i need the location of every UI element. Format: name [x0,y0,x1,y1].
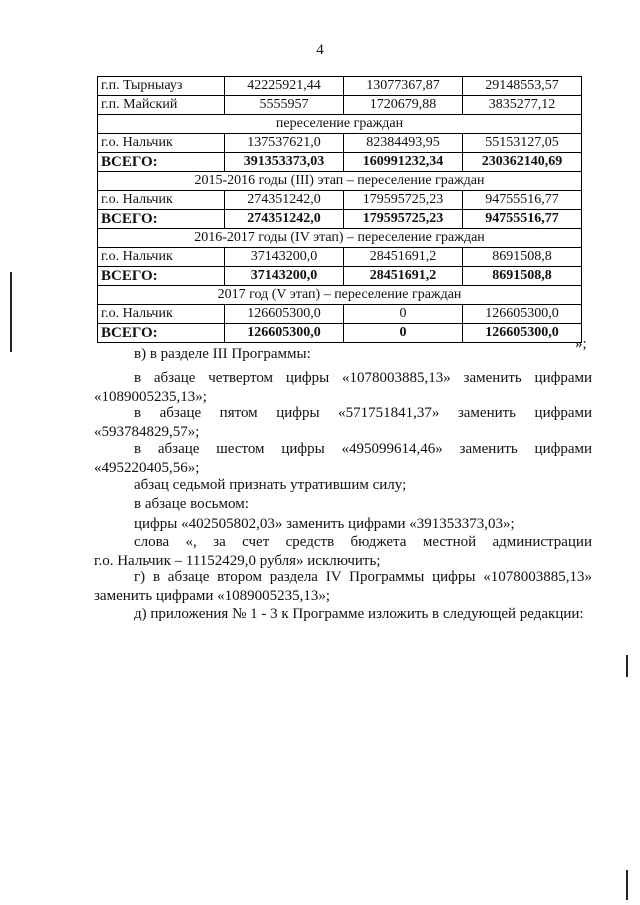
amount-cell: 13077367,87 [344,77,463,96]
amount-cell: 37143200,0 [225,267,344,286]
amount-cell: 179595725,23 [344,191,463,210]
paragraph-abzac-5-line-1: в абзаце пятом цифры «571751841,37» заменить цифрами [134,405,592,421]
amount-cell: 82384493,95 [344,134,463,153]
amount-cell: 29148553,57 [463,77,582,96]
amount-cell: 126605300,0 [225,305,344,324]
amount-cell: 230362140,69 [463,153,582,172]
left-edge-mark [10,272,12,352]
paragraph-abzac-6-line-1: в абзаце шестом цифры «495099614,46» заменить цифрами [134,441,592,457]
amount-cell: 274351242,0 [225,191,344,210]
amount-cell: 8691508,8 [463,267,582,286]
paragraph-section-3: в) в разделе III Программы: [134,346,311,362]
table-row [98,248,582,267]
amount-cell: 0 [344,324,463,343]
amount-cell: 94755516,77 [463,210,582,229]
table-section-row [98,286,582,305]
table-total-row [98,210,582,229]
amount-cell: 126605300,0 [463,324,582,343]
paragraph-abzac-4-line-1: в абзаце четвертом цифры «1078003885,13» заменить цифрами [134,370,592,386]
closing-quote: »; [575,336,587,352]
funding-table [97,76,582,343]
table-row [98,134,582,153]
amount-cell: 8691508,8 [463,248,582,267]
page-number: 4 [316,42,324,58]
paragraph-words-line-2: г.о. Нальчик – 11152429,0 рубля» исключить; [94,553,381,569]
funding-table-body [98,77,582,343]
section-heading-cell: 2015-2016 годы (III) этап – переселение граждан [98,172,582,191]
amount-cell: 1720679,88 [344,96,463,115]
table-row [98,96,582,115]
table-row [98,77,582,96]
amount-cell: 126605300,0 [225,324,344,343]
amount-cell: 391353373,03 [225,153,344,172]
amount-cell: 28451691,2 [344,248,463,267]
amount-cell: 42225921,44 [225,77,344,96]
amount-cell: 28451691,2 [344,267,463,286]
table-total-row [98,153,582,172]
table-section-row [98,115,582,134]
table-row [98,191,582,210]
amount-cell: 160991232,34 [344,153,463,172]
amount-cell: 37143200,0 [225,248,344,267]
municipality-cell: г.о. Нальчик [98,191,225,210]
paragraph-abzac-4-line-2: «1089005235,13»; [94,389,207,405]
paragraph-abzac-8-digits: цифры «402505802,03» заменить цифрами «391353373,03»; [134,516,515,532]
paragraph-words-line-1: слова «, за счет средств бюджета местной администрации [134,534,592,550]
paragraph-section-4-line-1: г) в абзаце втором раздела IV Программы цифры «1078003885,13» [134,569,592,585]
table-total-row [98,324,582,343]
section-heading-cell: 2017 год (V этап) – переселение граждан [98,286,582,305]
municipality-cell: г.о. Нальчик [98,305,225,324]
right-edge-mark [626,655,628,677]
municipality-cell: г.о. Нальчик [98,134,225,153]
municipality-cell: ВСЕГО: [98,267,225,286]
amount-cell: 55153127,05 [463,134,582,153]
municipality-cell: г.п. Майский [98,96,225,115]
amount-cell: 3835277,12 [463,96,582,115]
amount-cell: 126605300,0 [463,305,582,324]
amount-cell: 94755516,77 [463,191,582,210]
paragraph-appendices: д) приложения № 1 - 3 к Программе изложить в следующей редакции: [134,606,584,622]
amount-cell: 5555957 [225,96,344,115]
municipality-cell: г.о. Нальчик [98,248,225,267]
amount-cell: 137537621,0 [225,134,344,153]
paragraph-section-4-line-2: заменить цифрами «1089005235,13»; [94,588,331,604]
section-heading-cell: 2016-2017 годы (IV этап) – переселение граждан [98,229,582,248]
paragraph-abzac-6-line-2: «495220405,56»; [94,460,200,476]
table-total-row [98,267,582,286]
section-heading-cell: переселение граждан [98,115,582,134]
amount-cell: 0 [344,305,463,324]
table-row [98,305,582,324]
table-section-row [98,172,582,191]
amount-cell: 274351242,0 [225,210,344,229]
municipality-cell: ВСЕГО: [98,324,225,343]
paragraph-abzac-7: абзац седьмой признать утратившим силу; [134,477,407,493]
paragraph-abzac-5-line-2: «593784829,57»; [94,424,200,440]
municipality-cell: ВСЕГО: [98,153,225,172]
right-edge-mark-bottom [626,870,628,900]
municipality-cell: г.п. Тырныауз [98,77,225,96]
municipality-cell: ВСЕГО: [98,210,225,229]
paragraph-abzac-8: в абзаце восьмом: [134,496,249,512]
table-section-row [98,229,582,248]
amount-cell: 179595725,23 [344,210,463,229]
